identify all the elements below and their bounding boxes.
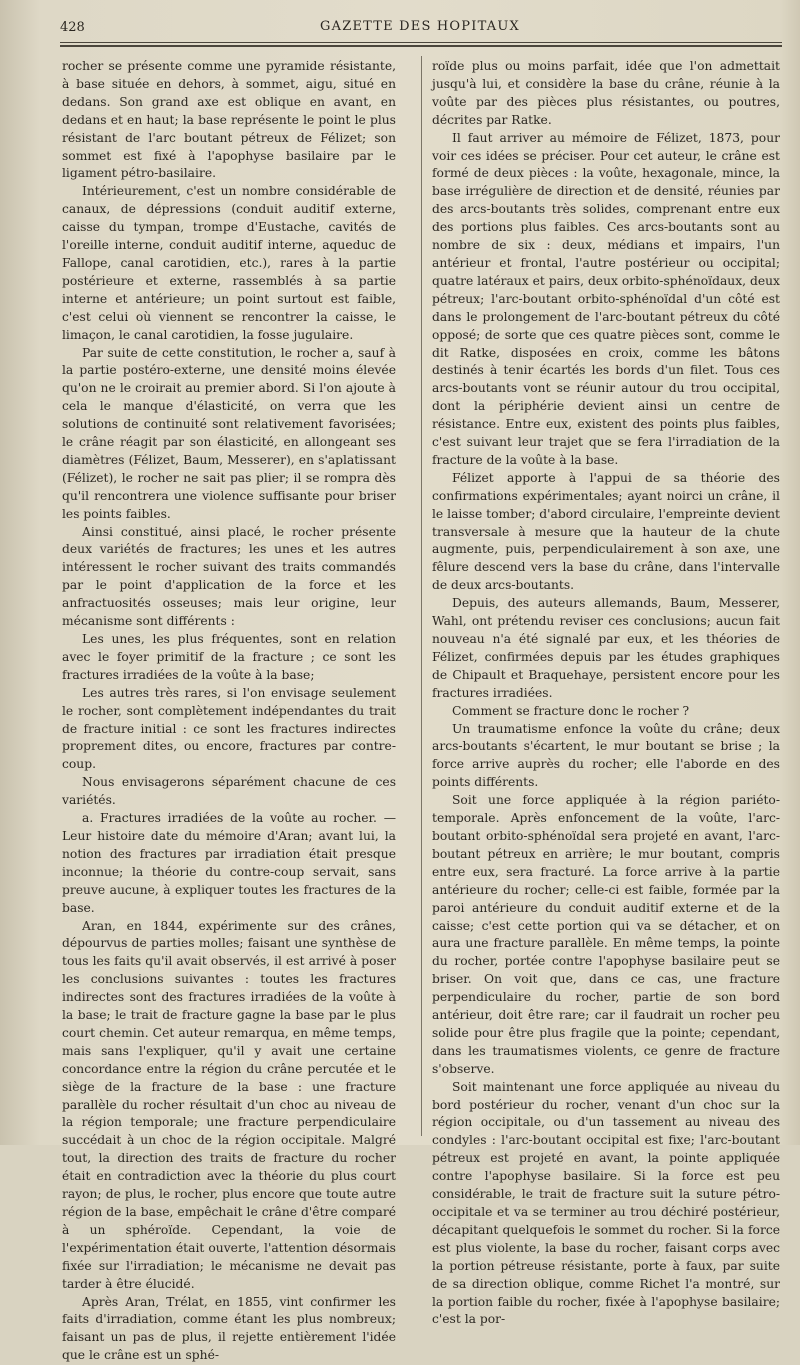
paragraph: Depuis, des auteurs allemands, Baum, Messerer, Wahl, ont prétendu reviser ces conclusions; aucun fait nouveau n'a été signalé par eux, et les théories de Félizet, confirmées depuis par les études graphiques de Chipault et Braquehaye, persistent encore pour les fractures irradiées. [432, 596, 780, 700]
paragraph: rocher se présente comme une pyramide résistante, à base située en dehors, à sommet, aigu, situé en dedans. Son grand axe est oblique en avant, en dedans et en haut; la base représente le point le plus résistant de l'arc boutant pétreux de Félizet; son sommet est fixé à l'apophyse basilaire par le ligament pétro-basilaire. [62, 59, 396, 181]
paragraph: Soit une force appliquée à la région pariéto-temporale. Après enfoncement de la voûte, l'arc-boutant orbito-sphénoïdal sera projeté en avant, l'arc-boutant pétreux en arrière; le mur boutant, compris entre eux, sera fracturé. La force arrive à la partie antérieure du rocher; celle-ci est faible, formée par la paroi antérieure du conduit auditif externe et de la caisse; c'est cette portion qui va se détacher, et on aura une fracture parallèle. En même temps, la pointe du rocher, portée contre l'apophyse basilaire peut se briser. On voit que, dans ce cas, une fracture perpendiculaire du rocher, partie de son bord antérieur, doit être rare; car il faudrait un rocher peu solide pour être plus fragile que la pointe; cependant, dans les traumatismes violents, ce genre de fracture s'observe. [432, 793, 780, 1076]
header-rule-thick [60, 45, 782, 47]
paragraph: Après Aran, Trélat, en 1855, vint confirmer les faits d'irradiation, comme étant les plus nombreux; faisant un pas de plus, il rejette entièrement l'idée que le crâne est un sphé- [62, 1294, 396, 1363]
paragraph: Ainsi constitué, ainsi placé, le rocher présente deux variétés de fractures; les unes et les autres intéressent le rocher suivant des traits commandés par le point d'application de la force et les anfractuosités osseuses; mais leur origine, leur mécanisme sont différents : [62, 524, 396, 629]
journal-title: GAZETTE DES HOPITAUX [320, 19, 520, 34]
left-column [62, 58, 396, 1365]
paragraph: Nous envisagerons séparément chacune de ces variétés. [62, 775, 396, 808]
paragraph: Les unes, les plus fréquentes, sont en relation avec le foyer primitif de la fracture ; ce sont les fractures irradiées de la voûte à la base; [62, 632, 396, 682]
paragraph: roïde plus ou moins parfait, idée que l'on admettait jusqu'à lui, et considère la base du crâne, réunie à la voûte par des pièces plus résistantes, ou poutres, décrites par Ratke. [432, 59, 780, 127]
paragraph: Aran, en 1844, expérimente sur des crânes, dépourvus de parties molles; faisant une synthèse de tous les faits qu'il avait observés, il est arrivé à poser les conclusions suivantes : toutes les fractures indirectes sont des fractures irradiées de la voûte à la base; le trait de fracture gagne la base par le plus court chemin. Cet auteur remarqua, en même temps, mais sans l'expliquer, qu'il y avait une certaine concordance entre la région du crâne percutée et le siège de la fracture de la base : une fracture parallèle du rocher résultait d'un choc au niveau de la région temporale; une fracture perpendiculaire succédait à un choc de la région occipitale. Malgré tout, la direction des traits de fracture du rocher était en contradiction avec la théorie du plus court rayon; de plus, le rocher, plus encore que toute autre région de la base, empêchait le crâne d'être comparé à un sphéroïde. Cependant, la voie de l'expérimentation était ouverte, l'attention désormais fixée sur l'irradiation; le mécanisme ne devait pas tarder à être élucidé. [62, 918, 396, 1291]
page-header [60, 18, 780, 42]
paragraph: a. Fractures irradiées de la voûte au rocher. — Leur histoire date du mémoire d'Aran; avant lui, la notion des fractures par irradiation était presque inconnue; la théorie du contre-coup servait, sans preuve aucune, à expliquer toutes les fractures de la base. [62, 811, 396, 915]
page-number: 428 [60, 20, 85, 35]
header-rule [60, 42, 782, 43]
paragraph: Comment se fracture donc le rocher ? [452, 703, 690, 718]
column-divider [421, 56, 422, 1136]
paragraph: Soit maintenant une force appliquée au niveau du bord postérieur du rocher, venant d'un choc sur la région occipitale, ou d'un tassement au niveau des condyles : l'arc-boutant occipital est fixe; l'arc-boutant pétreux est projeté en avant, la pointe appliquée contre l'apophyse basilaire. Si la force est peu considérable, le trait de fracture suit la suture pétro-occipitale et va se terminer au trou déchiré postérieur, décapitant quelquefois le sommet du rocher. Si la force est plus violente, la base du rocher, faisant corps avec la portion pétreuse résistante, porte à faux, par suite de sa direction oblique, comme Richet l'a montré, sur la portion faible du rocher, fixée à l'apophyse basilaire; c'est la por- [432, 1079, 780, 1327]
paragraph: Intérieurement, c'est un nombre considérable de canaux, de dépressions (conduit auditif externe, caisse du tympan, trompe d'Eustache, cavités de l'oreille interne, conduit auditif interne, aqueduc de Fallope, canal carotidien, etc.), rares à la partie postérieure et externe, rassemblés à sa partie interne et antérieure; un point surtout est faible, c'est celui où viennent se rencontrer la caisse, le limaçon, le canal carotidien, la fosse jugulaire. [62, 184, 396, 342]
paragraph: Par suite de cette constitution, le rocher a, sauf à la partie postéro-externe, une densité moins élevée qu'on ne le croirait au premier abord. Si l'on ajoute à cela le manque d'élasticité, on verra que les solutions de continuité sont relativement favorisées; le crâne réagit par son élasticité, en allongeant ses diamètres (Félizet, Baum, Messerer), en s'aplatissant (Félizet), le rocher ne sait pas plier; il se rompra dès qu'il rencontrera une violence suffisante pour briser les points faibles. [62, 345, 396, 521]
paragraph: Il faut arriver au mémoire de Félizet, 1873, pour voir ces idées se préciser. Pour cet auteur, le crâne est formé de deux pièces : la voûte, hexagonale, mince, la base irrégulière de direction et de densité, réunies par des arcs-boutants très solides, comprenant entre eux des portions plus faibles. Ces arcs-boutants sont au nombre de six : deux, médians et impairs, l'un antérieur et frontal, l'autre postérieur ou occipital; quatre latéraux et pairs, deux orbito-sphénoïdaux, deux pétreux; l'arc-boutant orbito-sphénoïdal d'un côté est dans le prolongement de l'arc-boutant pétreux du côté opposé; de sorte que ces quatre pièces sont, comme le dit Ratke, disposées en croix, comme les bâtons destinés à tenir écartés les bords d'un filet. Tous ces arcs-boutants vont se réunir autour du trou occipital, dont la périphérie devient ainsi un centre de résistance. Entre eux, existent des points plus faibles, c'est suivant leur trajet que se fera l'irradiation de la fracture de la voûte à la base. [432, 130, 780, 467]
paragraph: Félizet apporte à l'appui de sa théorie des confirmations expérimentales; ayant noirci un crâne, il le laisse tomber; d'abord circulaire, l'empreinte devient transversale à mesure que la hauteur de la chute augmente, puis, perpendiculairement à son axe, une fêlure descend vers la base du crâne, dans l'intervalle de deux arcs-boutants. [432, 470, 780, 593]
paragraph: Les autres très rares, si l'on envisage seulement le rocher, sont complètement indépendantes du trait de fracture initial : ce sont les fractures indirectes proprement dites, ou encore, fractures par contre-coup. [62, 685, 396, 772]
paragraph: Un traumatisme enfonce la voûte du crâne; deux arcs-boutants s'écartent, le mur boutant se brise ; la force arrive auprès du rocher; elle l'aborde en des points différents. [432, 721, 780, 790]
right-column [432, 58, 780, 1329]
